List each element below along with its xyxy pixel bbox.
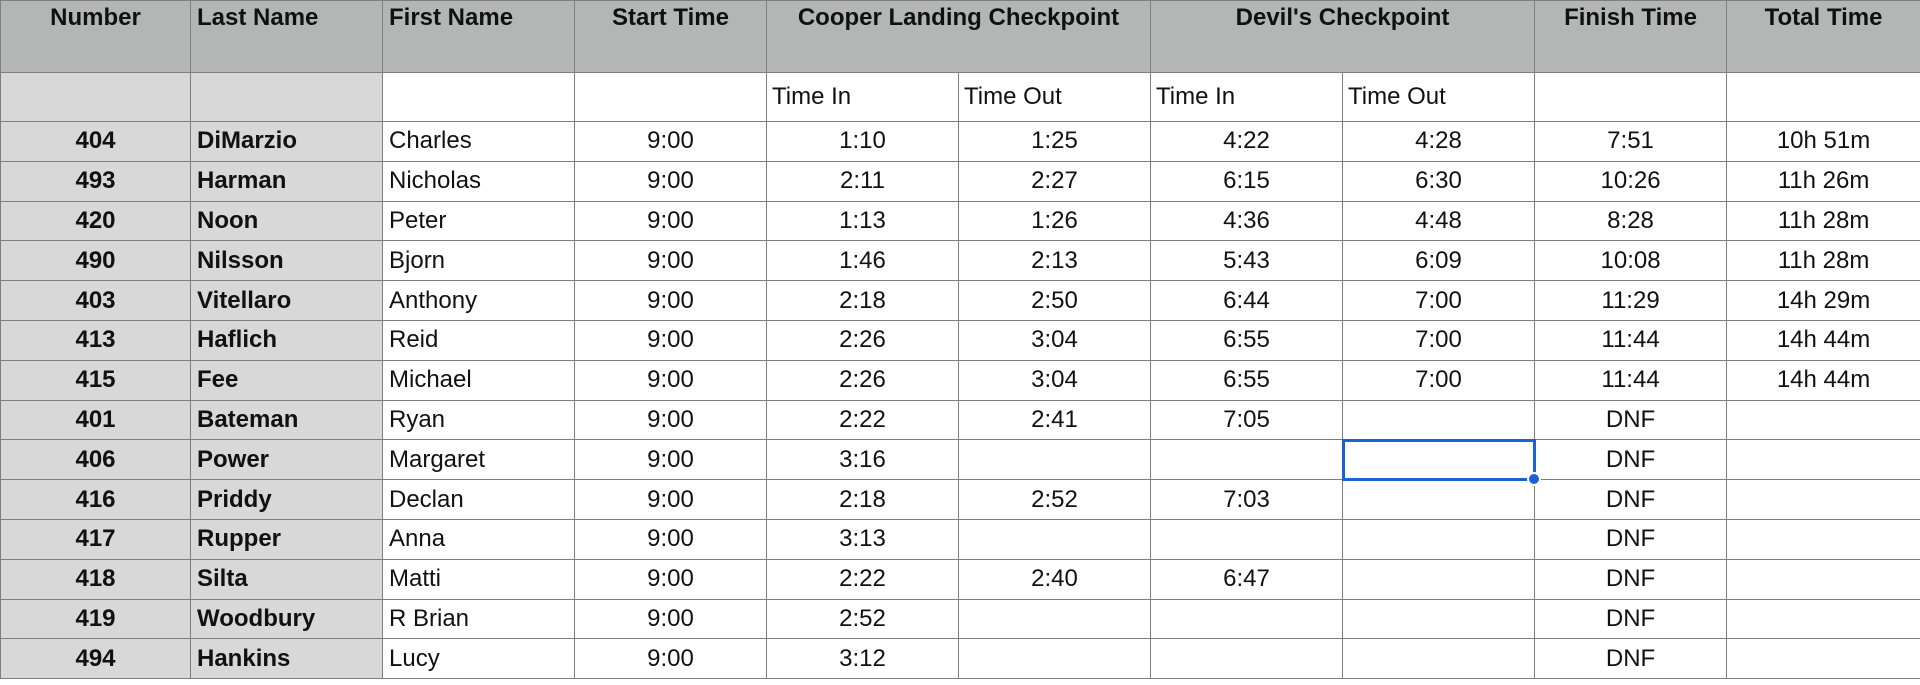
cell-cp2-time-in[interactable]: 6:47 xyxy=(1151,559,1343,599)
cell-first-name[interactable]: Lucy xyxy=(383,639,575,679)
cell-total-time[interactable]: 14h 29m xyxy=(1727,281,1920,321)
cell-number[interactable]: 413 xyxy=(1,320,191,360)
cell-cp2-time-out[interactable]: 7:00 xyxy=(1343,281,1535,321)
cell-start-time[interactable]: 9:00 xyxy=(575,281,767,321)
cell-cp2-time-in[interactable]: 5:43 xyxy=(1151,241,1343,281)
header-row xyxy=(1,1,1920,73)
cell-first-name[interactable]: Nicholas xyxy=(383,161,575,201)
cell-start-time[interactable]: 9:00 xyxy=(575,639,767,679)
cell-start-time[interactable]: 9:00 xyxy=(575,201,767,241)
cell-total-time[interactable]: 10h 51m xyxy=(1727,122,1920,162)
header-cooper-landing-checkpoint[interactable]: Cooper Landing Checkpoint xyxy=(767,1,1151,73)
cell-number[interactable]: 401 xyxy=(1,400,191,440)
header-finish-time[interactable]: Finish Time xyxy=(1535,1,1727,73)
cell-last-name[interactable]: DiMarzio xyxy=(191,122,383,162)
cell-finish-time[interactable]: DNF xyxy=(1535,480,1727,520)
cell-total-time[interactable]: 14h 44m xyxy=(1727,320,1920,360)
cell-total-time[interactable] xyxy=(1727,599,1920,639)
table-row xyxy=(1,480,1920,520)
cell-cp1-time-in[interactable]: 3:13 xyxy=(767,519,959,559)
cell-finish-time[interactable]: 11:44 xyxy=(1535,320,1727,360)
cell-total-time[interactable]: 11h 28m xyxy=(1727,241,1920,281)
cell-cp1-time-in[interactable]: 1:13 xyxy=(767,201,959,241)
subheader-cell[interactable] xyxy=(1535,73,1727,122)
cell-number[interactable]: 415 xyxy=(1,360,191,400)
table-row xyxy=(1,400,1920,440)
cell-last-name[interactable]: Haflich xyxy=(191,320,383,360)
cell-finish-time[interactable]: DNF xyxy=(1535,519,1727,559)
cell-start-time[interactable]: 9:00 xyxy=(575,241,767,281)
cell-start-time[interactable]: 9:00 xyxy=(575,122,767,162)
cell-total-time[interactable]: 11h 26m xyxy=(1727,161,1920,201)
header-start-time[interactable]: Start Time xyxy=(575,1,767,73)
cell-first-name[interactable]: Anna xyxy=(383,519,575,559)
cell-cp1-time-out[interactable]: 2:40 xyxy=(959,559,1151,599)
cell-cp2-time-out[interactable] xyxy=(1343,400,1535,440)
cell-number[interactable]: 403 xyxy=(1,281,191,321)
subheader-cp2-time-out[interactable]: Time Out xyxy=(1343,73,1535,122)
table-row xyxy=(1,201,1920,241)
subheader-cell[interactable] xyxy=(575,73,767,122)
cell-finish-time[interactable]: DNF xyxy=(1535,639,1727,679)
cell-cp1-time-out[interactable]: 3:04 xyxy=(959,320,1151,360)
cell-finish-time[interactable]: 11:29 xyxy=(1535,281,1727,321)
cell-cp1-time-out[interactable]: 2:52 xyxy=(959,480,1151,520)
cell-cp1-time-in[interactable]: 2:52 xyxy=(767,599,959,639)
cell-cp1-time-in[interactable]: 3:16 xyxy=(767,440,959,480)
cell-first-name[interactable]: Reid xyxy=(383,320,575,360)
cell-total-time[interactable] xyxy=(1727,400,1920,440)
cell-cp1-time-in[interactable]: 2:26 xyxy=(767,360,959,400)
cell-cp1-time-out[interactable] xyxy=(959,440,1151,480)
cell-finish-time[interactable]: DNF xyxy=(1535,559,1727,599)
table-row xyxy=(1,519,1920,559)
cell-cp2-time-out[interactable]: 4:28 xyxy=(1343,122,1535,162)
cell-cp2-time-in[interactable]: 6:55 xyxy=(1151,360,1343,400)
cell-number[interactable]: 404 xyxy=(1,122,191,162)
cell-cp2-time-in[interactable] xyxy=(1151,440,1343,480)
cell-finish-time[interactable]: 10:26 xyxy=(1535,161,1727,201)
cell-cp2-time-in[interactable]: 4:22 xyxy=(1151,122,1343,162)
table-row xyxy=(1,559,1920,599)
header-total-time[interactable]: Total Time xyxy=(1727,1,1920,73)
cell-cp1-time-out[interactable]: 2:13 xyxy=(959,241,1151,281)
cell-cp2-time-out[interactable] xyxy=(1343,639,1535,679)
cell-last-name[interactable]: Nilsson xyxy=(191,241,383,281)
cell-first-name[interactable]: Michael xyxy=(383,360,575,400)
cell-cp2-time-in[interactable]: 7:05 xyxy=(1151,400,1343,440)
cell-cp1-time-in[interactable]: 2:18 xyxy=(767,281,959,321)
cell-cp2-time-out[interactable] xyxy=(1343,599,1535,639)
header-devils-checkpoint[interactable]: Devil's Checkpoint xyxy=(1151,1,1535,73)
cell-total-time[interactable] xyxy=(1727,440,1920,480)
cell-cp2-time-in[interactable] xyxy=(1151,599,1343,639)
subheader-cp1-time-in[interactable]: Time In xyxy=(767,73,959,122)
cell-cp2-time-in[interactable]: 4:36 xyxy=(1151,201,1343,241)
cell-last-name[interactable]: Woodbury xyxy=(191,599,383,639)
subheader-cell[interactable] xyxy=(1,73,191,122)
cell-number[interactable]: 490 xyxy=(1,241,191,281)
cell-last-name[interactable]: Priddy xyxy=(191,480,383,520)
table-row xyxy=(1,599,1920,639)
table-row xyxy=(1,440,1920,480)
selection-fill-handle[interactable] xyxy=(1527,472,1541,486)
cell-first-name[interactable]: Anthony xyxy=(383,281,575,321)
table-row xyxy=(1,639,1920,679)
cell-number[interactable]: 494 xyxy=(1,639,191,679)
cell-cp2-time-out[interactable]: 7:00 xyxy=(1343,360,1535,400)
cell-start-time[interactable]: 9:00 xyxy=(575,360,767,400)
cell-total-time[interactable] xyxy=(1727,519,1920,559)
cell-total-time[interactable]: 11h 28m xyxy=(1727,201,1920,241)
cell-cp2-time-out[interactable]: 4:48 xyxy=(1343,201,1535,241)
subheader-cp1-time-out[interactable]: Time Out xyxy=(959,73,1151,122)
subheader-row xyxy=(1,73,1920,122)
cell-last-name[interactable]: Bateman xyxy=(191,400,383,440)
cell-cp1-time-out[interactable]: 2:41 xyxy=(959,400,1151,440)
cell-number[interactable]: 420 xyxy=(1,201,191,241)
cell-cp1-time-in[interactable]: 2:22 xyxy=(767,559,959,599)
cell-cp1-time-out[interactable] xyxy=(959,599,1151,639)
cell-cp2-time-out[interactable] xyxy=(1343,559,1535,599)
cell-number[interactable]: 416 xyxy=(1,480,191,520)
subheader-cell[interactable] xyxy=(383,73,575,122)
cell-last-name[interactable]: Hankins xyxy=(191,639,383,679)
cell-cp1-time-in[interactable]: 2:26 xyxy=(767,320,959,360)
cell-finish-time[interactable]: DNF xyxy=(1535,440,1727,480)
cell-cp2-time-out[interactable] xyxy=(1343,480,1535,520)
table-row xyxy=(1,241,1920,281)
cell-cp1-time-in[interactable]: 3:12 xyxy=(767,639,959,679)
cell-finish-time[interactable]: DNF xyxy=(1535,599,1727,639)
table-row xyxy=(1,122,1920,162)
cell-last-name[interactable]: Vitellaro xyxy=(191,281,383,321)
header-number[interactable]: Number xyxy=(1,1,191,73)
cell-start-time[interactable]: 9:00 xyxy=(575,440,767,480)
cell-cp2-time-in[interactable] xyxy=(1151,639,1343,679)
cell-cp1-time-in[interactable]: 2:18 xyxy=(767,480,959,520)
cell-start-time[interactable]: 9:00 xyxy=(575,599,767,639)
cell-total-time[interactable] xyxy=(1727,480,1920,520)
cell-first-name[interactable]: Ryan xyxy=(383,400,575,440)
cell-cp2-time-out[interactable] xyxy=(1343,519,1535,559)
cell-cp1-time-in[interactable]: 2:11 xyxy=(767,161,959,201)
cell-cp2-time-out[interactable]: 7:00 xyxy=(1343,320,1535,360)
cell-last-name[interactable]: Power xyxy=(191,440,383,480)
cell-cp1-time-in[interactable]: 1:10 xyxy=(767,122,959,162)
cell-start-time[interactable]: 9:00 xyxy=(575,559,767,599)
cell-first-name[interactable]: Bjorn xyxy=(383,241,575,281)
table-row xyxy=(1,161,1920,201)
cell-cp1-time-out[interactable] xyxy=(959,519,1151,559)
cell-last-name[interactable]: Harman xyxy=(191,161,383,201)
cell-cp2-time-in[interactable]: 7:03 xyxy=(1151,480,1343,520)
cell-cp2-time-out[interactable]: 6:09 xyxy=(1343,241,1535,281)
table-row xyxy=(1,281,1920,321)
cell-start-time[interactable]: 9:00 xyxy=(575,400,767,440)
cell-cp2-time-in[interactable] xyxy=(1151,519,1343,559)
cell-finish-time[interactable]: 11:44 xyxy=(1535,360,1727,400)
cell-last-name[interactable]: Fee xyxy=(191,360,383,400)
cell-total-time[interactable]: 14h 44m xyxy=(1727,360,1920,400)
cell-cp1-time-out[interactable] xyxy=(959,639,1151,679)
cell-finish-time[interactable]: 8:28 xyxy=(1535,201,1727,241)
cell-first-name[interactable]: Matti xyxy=(383,559,575,599)
selected-cell[interactable] xyxy=(1343,440,1535,480)
cell-cp2-time-in[interactable]: 6:15 xyxy=(1151,161,1343,201)
cell-first-name[interactable]: Margaret xyxy=(383,440,575,480)
cell-cp2-time-out[interactable]: 6:30 xyxy=(1343,161,1535,201)
cell-cp1-time-out[interactable]: 2:50 xyxy=(959,281,1151,321)
cell-first-name[interactable]: Declan xyxy=(383,480,575,520)
cell-cp1-time-in[interactable]: 2:22 xyxy=(767,400,959,440)
subheader-cell[interactable] xyxy=(191,73,383,122)
cell-number[interactable]: 406 xyxy=(1,440,191,480)
cell-first-name[interactable]: Peter xyxy=(383,201,575,241)
cell-finish-time[interactable]: DNF xyxy=(1535,400,1727,440)
cell-start-time[interactable]: 9:00 xyxy=(575,519,767,559)
cell-first-name[interactable]: Charles xyxy=(383,122,575,162)
cell-cp1-time-in[interactable]: 1:46 xyxy=(767,241,959,281)
cell-last-name[interactable]: Silta xyxy=(191,559,383,599)
cell-cp1-time-out[interactable]: 1:26 xyxy=(959,201,1151,241)
cell-total-time[interactable] xyxy=(1727,639,1920,679)
cell-cp1-time-out[interactable]: 1:25 xyxy=(959,122,1151,162)
cell-cp2-time-in[interactable]: 6:55 xyxy=(1151,320,1343,360)
cell-first-name[interactable]: R Brian xyxy=(383,599,575,639)
subheader-cp2-time-in[interactable]: Time In xyxy=(1151,73,1343,122)
subheader-cell[interactable] xyxy=(1727,73,1920,122)
cell-start-time[interactable]: 9:00 xyxy=(575,480,767,520)
header-first-name[interactable]: First Name xyxy=(383,1,575,73)
cell-finish-time[interactable]: 10:08 xyxy=(1535,241,1727,281)
cell-number[interactable]: 418 xyxy=(1,559,191,599)
cell-last-name[interactable]: Rupper xyxy=(191,519,383,559)
cell-cp2-time-in[interactable]: 6:44 xyxy=(1151,281,1343,321)
table-row xyxy=(1,320,1920,360)
cell-number[interactable]: 417 xyxy=(1,519,191,559)
header-last-name[interactable]: Last Name xyxy=(191,1,383,73)
cell-last-name[interactable]: Noon xyxy=(191,201,383,241)
cell-start-time[interactable]: 9:00 xyxy=(575,161,767,201)
cell-total-time[interactable] xyxy=(1727,559,1920,599)
table-row xyxy=(1,360,1920,400)
cell-number[interactable]: 493 xyxy=(1,161,191,201)
cell-cp1-time-out[interactable]: 3:04 xyxy=(959,360,1151,400)
cell-number[interactable]: 419 xyxy=(1,599,191,639)
cell-cp1-time-out[interactable]: 2:27 xyxy=(959,161,1151,201)
cell-start-time[interactable]: 9:00 xyxy=(575,320,767,360)
cell-finish-time[interactable]: 7:51 xyxy=(1535,122,1727,162)
